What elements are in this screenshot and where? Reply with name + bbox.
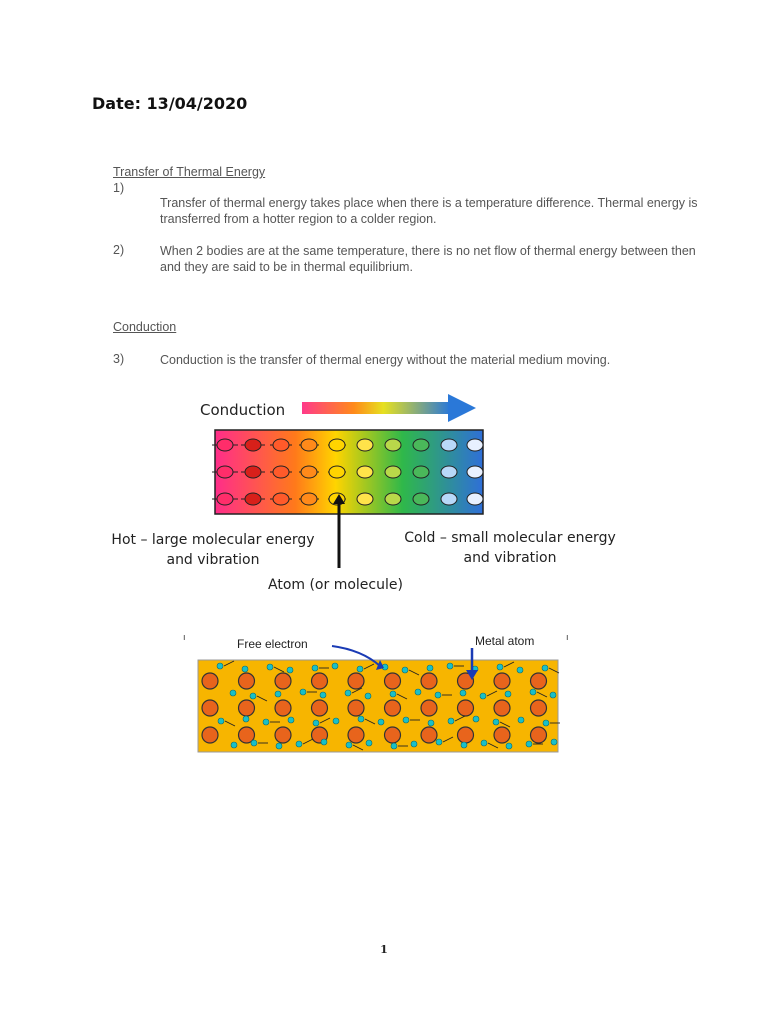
- free-electron: [448, 718, 454, 724]
- metal-atom: [312, 700, 328, 716]
- metal-atom: [531, 727, 547, 743]
- free-electron: [550, 692, 556, 698]
- free-electron: [530, 689, 536, 695]
- metal-atom: [202, 673, 218, 689]
- free-electron: [300, 689, 306, 695]
- free-electron: [250, 693, 256, 699]
- metal-atom: [385, 700, 401, 716]
- free-electron: [461, 742, 467, 748]
- item-text-1: Transfer of thermal energy takes place when there is a temperature difference. Thermal energy is transferred from a hotter region to a colder region.: [160, 196, 698, 226]
- free-electron: [243, 716, 249, 722]
- metal-atom: [348, 673, 364, 689]
- free-electron: [481, 740, 487, 746]
- metal-atom: [275, 727, 291, 743]
- free-electron: [346, 742, 352, 748]
- item-number-2: 2): [113, 243, 125, 257]
- free-electron: [391, 743, 397, 749]
- free-electron: [518, 717, 524, 723]
- free-electron: [505, 691, 511, 697]
- metal-atom: [239, 700, 255, 716]
- metal-atom: [458, 727, 474, 743]
- free-electron: [428, 720, 434, 726]
- free-electron: [312, 665, 318, 671]
- tick-mark-right: ı: [566, 632, 569, 642]
- metal-atom: [531, 700, 547, 716]
- free-electron: [276, 743, 282, 749]
- free-electron: [543, 720, 549, 726]
- metal-atom: [348, 700, 364, 716]
- free-electron: [497, 664, 503, 670]
- cold-label: Cold – small molecular energy and vibration: [404, 530, 616, 566]
- free-electron: [357, 666, 363, 672]
- hot-label: Hot – large molecular energy and vibration: [111, 532, 315, 568]
- metal-atom: [458, 700, 474, 716]
- free-electron: [542, 665, 548, 671]
- free-electron: [436, 739, 442, 745]
- free-electron: [358, 716, 364, 722]
- metal-atom: [202, 727, 218, 743]
- free-electron: [263, 719, 269, 725]
- free-electron: [313, 720, 319, 726]
- metal-atom: [531, 673, 547, 689]
- free-electron: [296, 741, 302, 747]
- free-electron: [365, 693, 371, 699]
- free-electron: [460, 690, 466, 696]
- free-electron: [366, 740, 372, 746]
- metal-atom: [275, 700, 291, 716]
- page-number: 1: [380, 943, 388, 956]
- free-electron: [242, 666, 248, 672]
- free-electron: [321, 739, 327, 745]
- atom-label: Atom (or molecule): [268, 577, 403, 593]
- conduction-figure-title: Conduction: [200, 401, 286, 419]
- free-electron: [526, 741, 532, 747]
- metal-atom: [385, 727, 401, 743]
- free-electron: [493, 719, 499, 725]
- free-electron: [332, 663, 338, 669]
- free-electron: [288, 717, 294, 723]
- metal-atom: [239, 673, 255, 689]
- metal-atom: [275, 673, 291, 689]
- free-electron: [230, 690, 236, 696]
- free-electron: [275, 691, 281, 697]
- tick-mark-left: ı: [183, 632, 186, 642]
- free-electron: [506, 743, 512, 749]
- free-electron: [435, 692, 441, 698]
- item-number-3: 3): [113, 352, 125, 366]
- free-electron: [390, 691, 396, 697]
- free-electron: [551, 739, 557, 745]
- metal-atom: [421, 727, 437, 743]
- metal-atom: [348, 727, 364, 743]
- free-electron: [480, 693, 486, 699]
- free-electron: [217, 663, 223, 669]
- free-electron: [403, 717, 409, 723]
- free-electron: [333, 718, 339, 724]
- section-title-conduction: Conduction: [113, 320, 177, 334]
- metal-atom: [494, 727, 510, 743]
- free-electron: [415, 689, 421, 695]
- free-electron: [345, 690, 351, 696]
- metal-atom: [494, 700, 510, 716]
- metal-atom: [421, 673, 437, 689]
- date-heading: Date: 13/04/2020: [92, 94, 248, 113]
- free-electron: [267, 664, 273, 670]
- item-text-2: When 2 bodies are at the same temperature, there is no net flow of thermal energy between then and they are said to be in thermal equilibrium.: [160, 244, 696, 274]
- free-electron: [473, 716, 479, 722]
- metal-atom: [312, 673, 328, 689]
- free-electron: [427, 665, 433, 671]
- item-number-1: 1): [113, 181, 125, 195]
- metal-atom: [421, 700, 437, 716]
- free-electron: [378, 719, 384, 725]
- metal-atom: [494, 673, 510, 689]
- free-electron: [447, 663, 453, 669]
- free-electron: [251, 740, 257, 746]
- metal-atom: [202, 700, 218, 716]
- free-electron: [231, 742, 237, 748]
- free-electron: [402, 667, 408, 673]
- free-electron-label: Free electron: [237, 637, 308, 651]
- item-text-3: Conduction is the transfer of thermal energy without the material medium moving.: [160, 353, 611, 367]
- metal-atom: [385, 673, 401, 689]
- section-title-thermal-energy: Transfer of Thermal Energy: [113, 165, 266, 179]
- free-electron: [320, 692, 326, 698]
- free-electron: [287, 667, 293, 673]
- free-electron: [411, 741, 417, 747]
- free-electron: [218, 718, 224, 724]
- free-electron: [517, 667, 523, 673]
- metal-atom-label: Metal atom: [475, 634, 535, 648]
